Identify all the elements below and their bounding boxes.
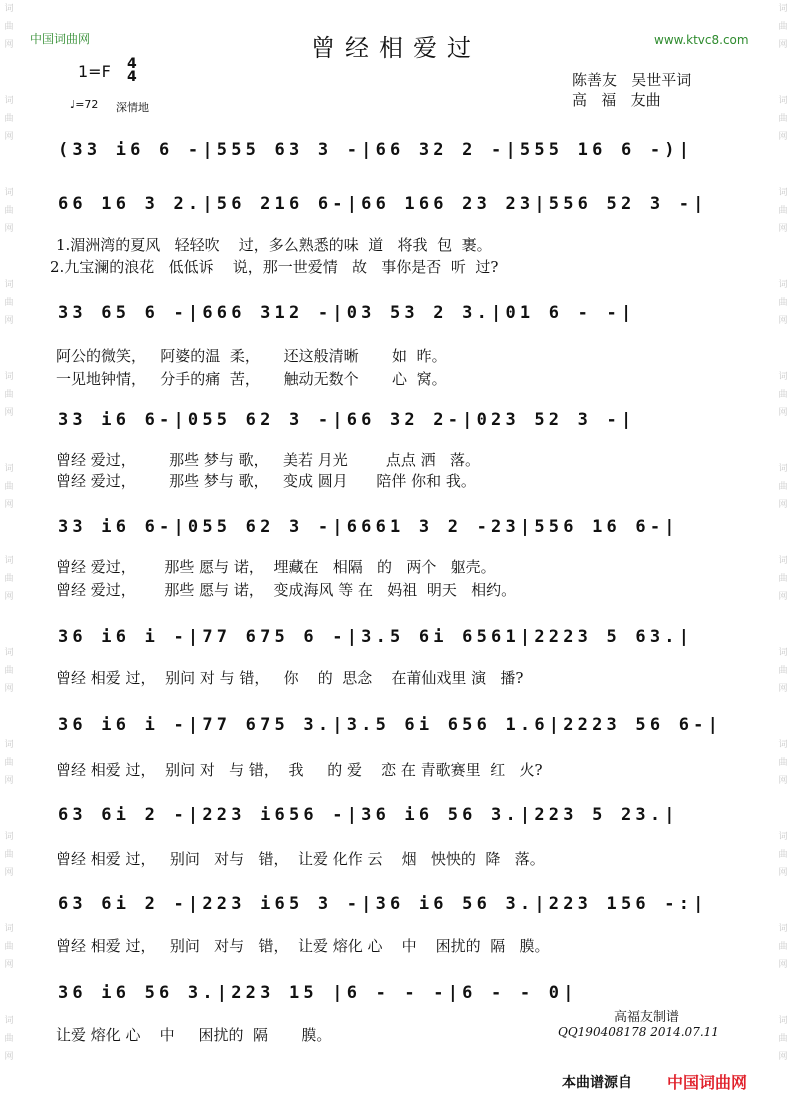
watermark-text: 词曲网 (4, 924, 14, 970)
melody-line-intro: (33 i6 6 -|555 63 3 -|66 32 2 -|555 16 6 -)| (58, 140, 694, 160)
expression-mark: 深情地 (116, 101, 149, 114)
watermark-text: 词曲网 (4, 832, 14, 878)
melody-line-6: 36 i6 i -|77 675 3.|3.5 6i 656 1.6|2223 56 6-| (58, 715, 723, 735)
source-site-link[interactable]: 中国词曲网 (667, 1073, 748, 1092)
melody-line-1: 66 16 3 2.|56 216 6-|66 166 23 23|556 52 3 -| (58, 194, 708, 214)
watermark-text: 词曲网 (4, 188, 14, 234)
watermark-left (2, 0, 16, 1116)
lyric-line-5: 曾经 相爱 过， 别问 对 与 错， 你 的 思念 在莆仙戏里 演 播? (56, 669, 524, 687)
arranger-credit: 高福友制谱 (614, 1010, 680, 1025)
lyric-line-2-verse-2: 一见地钟情， 分手的痛 苦， 触动无数个 心 窝。 (56, 370, 447, 388)
watermark-text: 词曲网 (778, 464, 788, 510)
watermark-text: 词曲网 (4, 740, 14, 786)
watermark-text: 词曲网 (778, 372, 788, 418)
watermark-text: 词曲网 (778, 648, 788, 694)
key-signature: 1=F (78, 62, 111, 81)
lyric-line-1-verse-1: 1.湄洲湾的夏风 轻轻吹 过，多么熟悉的味 道 将我 包 裹。 (56, 236, 492, 254)
lyric-line-2-verse-1: 阿公的微笑， 阿婆的温 柔， 还这般清晰 如 昨。 (56, 347, 447, 365)
watermark-text: 词曲网 (4, 464, 14, 510)
tempo-mark: ♩=72 (70, 98, 99, 111)
watermark-text: 词曲网 (778, 924, 788, 970)
watermark-text: 词曲网 (778, 4, 788, 50)
lyric-line-3-verse-2: 曾经 爱过， 那些 梦与 歌， 变成 圆月 陪伴 你和 我。 (56, 472, 476, 490)
source-label: 本曲谱源自 (562, 1075, 632, 1091)
melody-line-9: 36 i6 56 3.|223 15 |6 - - -|6 - - 0| (58, 983, 578, 1003)
arranger-contact-date: QQ190408178 2014.07.11 (558, 1025, 719, 1039)
watermark-text: 词曲网 (4, 4, 14, 50)
watermark-text: 词曲网 (778, 832, 788, 878)
melody-line-4: 33 i6 6-|055 62 3 -|6661 3 2 -23|556 16 6-| (58, 517, 679, 537)
lyric-line-7: 曾经 相爱 过， 别问 对与 错， 让爱 化作 云 烟 怏怏的 降 落。 (56, 850, 545, 868)
watermark-text: 词曲网 (4, 372, 14, 418)
site-url[interactable]: www.ktvc8.com (654, 33, 749, 47)
watermark-text: 词曲网 (4, 1016, 14, 1062)
time-signature-bottom: 4 (127, 69, 137, 85)
credits (572, 70, 691, 110)
watermark-text: 词曲网 (778, 740, 788, 786)
lyric-line-9: 让爱 熔化 心 中 困扰的 隔 膜。 (56, 1026, 332, 1044)
time-signature-top: 4 (127, 56, 137, 72)
time-signature (127, 58, 137, 84)
watermark-text: 词曲网 (778, 188, 788, 234)
melody-line-3: 33 i6 6-|055 62 3 -|66 32 2-|023 52 3 -| (58, 410, 636, 430)
lyric-line-4-verse-2: 曾经 爱过， 那些 愿与 诺， 变成海风 等 在 妈祖 明天 相约。 (56, 581, 517, 599)
melody-line-2: 33 65 6 -|666 312 -|03 53 2 3.|01 6 - -| (58, 303, 636, 323)
lyric-line-6: 曾经 相爱 过， 别问 对 与 错， 我 的 爱 恋 在 青歌赛里 红 火? (56, 761, 543, 779)
lyric-line-4-verse-1: 曾经 爱过， 那些 愿与 诺， 埋藏在 相隔 的 两个 躯壳。 (56, 558, 496, 576)
site-name[interactable]: 中国词曲网 (30, 32, 91, 46)
watermark-text: 词曲网 (4, 648, 14, 694)
lyric-line-1-verse-2: 2.九宝澜的浪花 低低诉 说，那一世爱情 故 事你是否 听 过? (50, 258, 499, 276)
lyricists: 陈善友 吴世平词 (572, 71, 692, 89)
melody-line-5: 36 i6 i -|77 675 6 -|3.5 6i 6561|2223 5 63.| (58, 627, 694, 647)
lyric-line-8: 曾经 相爱 过， 别问 对与 错， 让爱 熔化 心 中 困扰的 隔 膜。 (56, 937, 550, 955)
watermark-text: 词曲网 (778, 96, 788, 142)
melody-line-8: 63 6i 2 -|223 i65 3 -|36 i6 56 3.|223 156 -:| (58, 894, 708, 914)
watermark-text: 词曲网 (778, 556, 788, 602)
watermark-text: 词曲网 (4, 280, 14, 326)
lyric-line-3-verse-1: 曾经 爱过， 那些 梦与 歌， 美若 月光 点点 洒 落。 (56, 451, 480, 469)
watermark-right (776, 0, 790, 1116)
watermark-text: 词曲网 (4, 96, 14, 142)
watermark-text: 词曲网 (778, 280, 788, 326)
watermark-text: 词曲网 (778, 1016, 788, 1062)
melody-line-7: 63 6i 2 -|223 i656 -|36 i6 56 3.|223 5 23.| (58, 805, 679, 825)
watermark-text: 词曲网 (4, 556, 14, 602)
song-title: 曾经相爱过 (311, 34, 481, 62)
composer: 高 福 友曲 (572, 91, 661, 109)
